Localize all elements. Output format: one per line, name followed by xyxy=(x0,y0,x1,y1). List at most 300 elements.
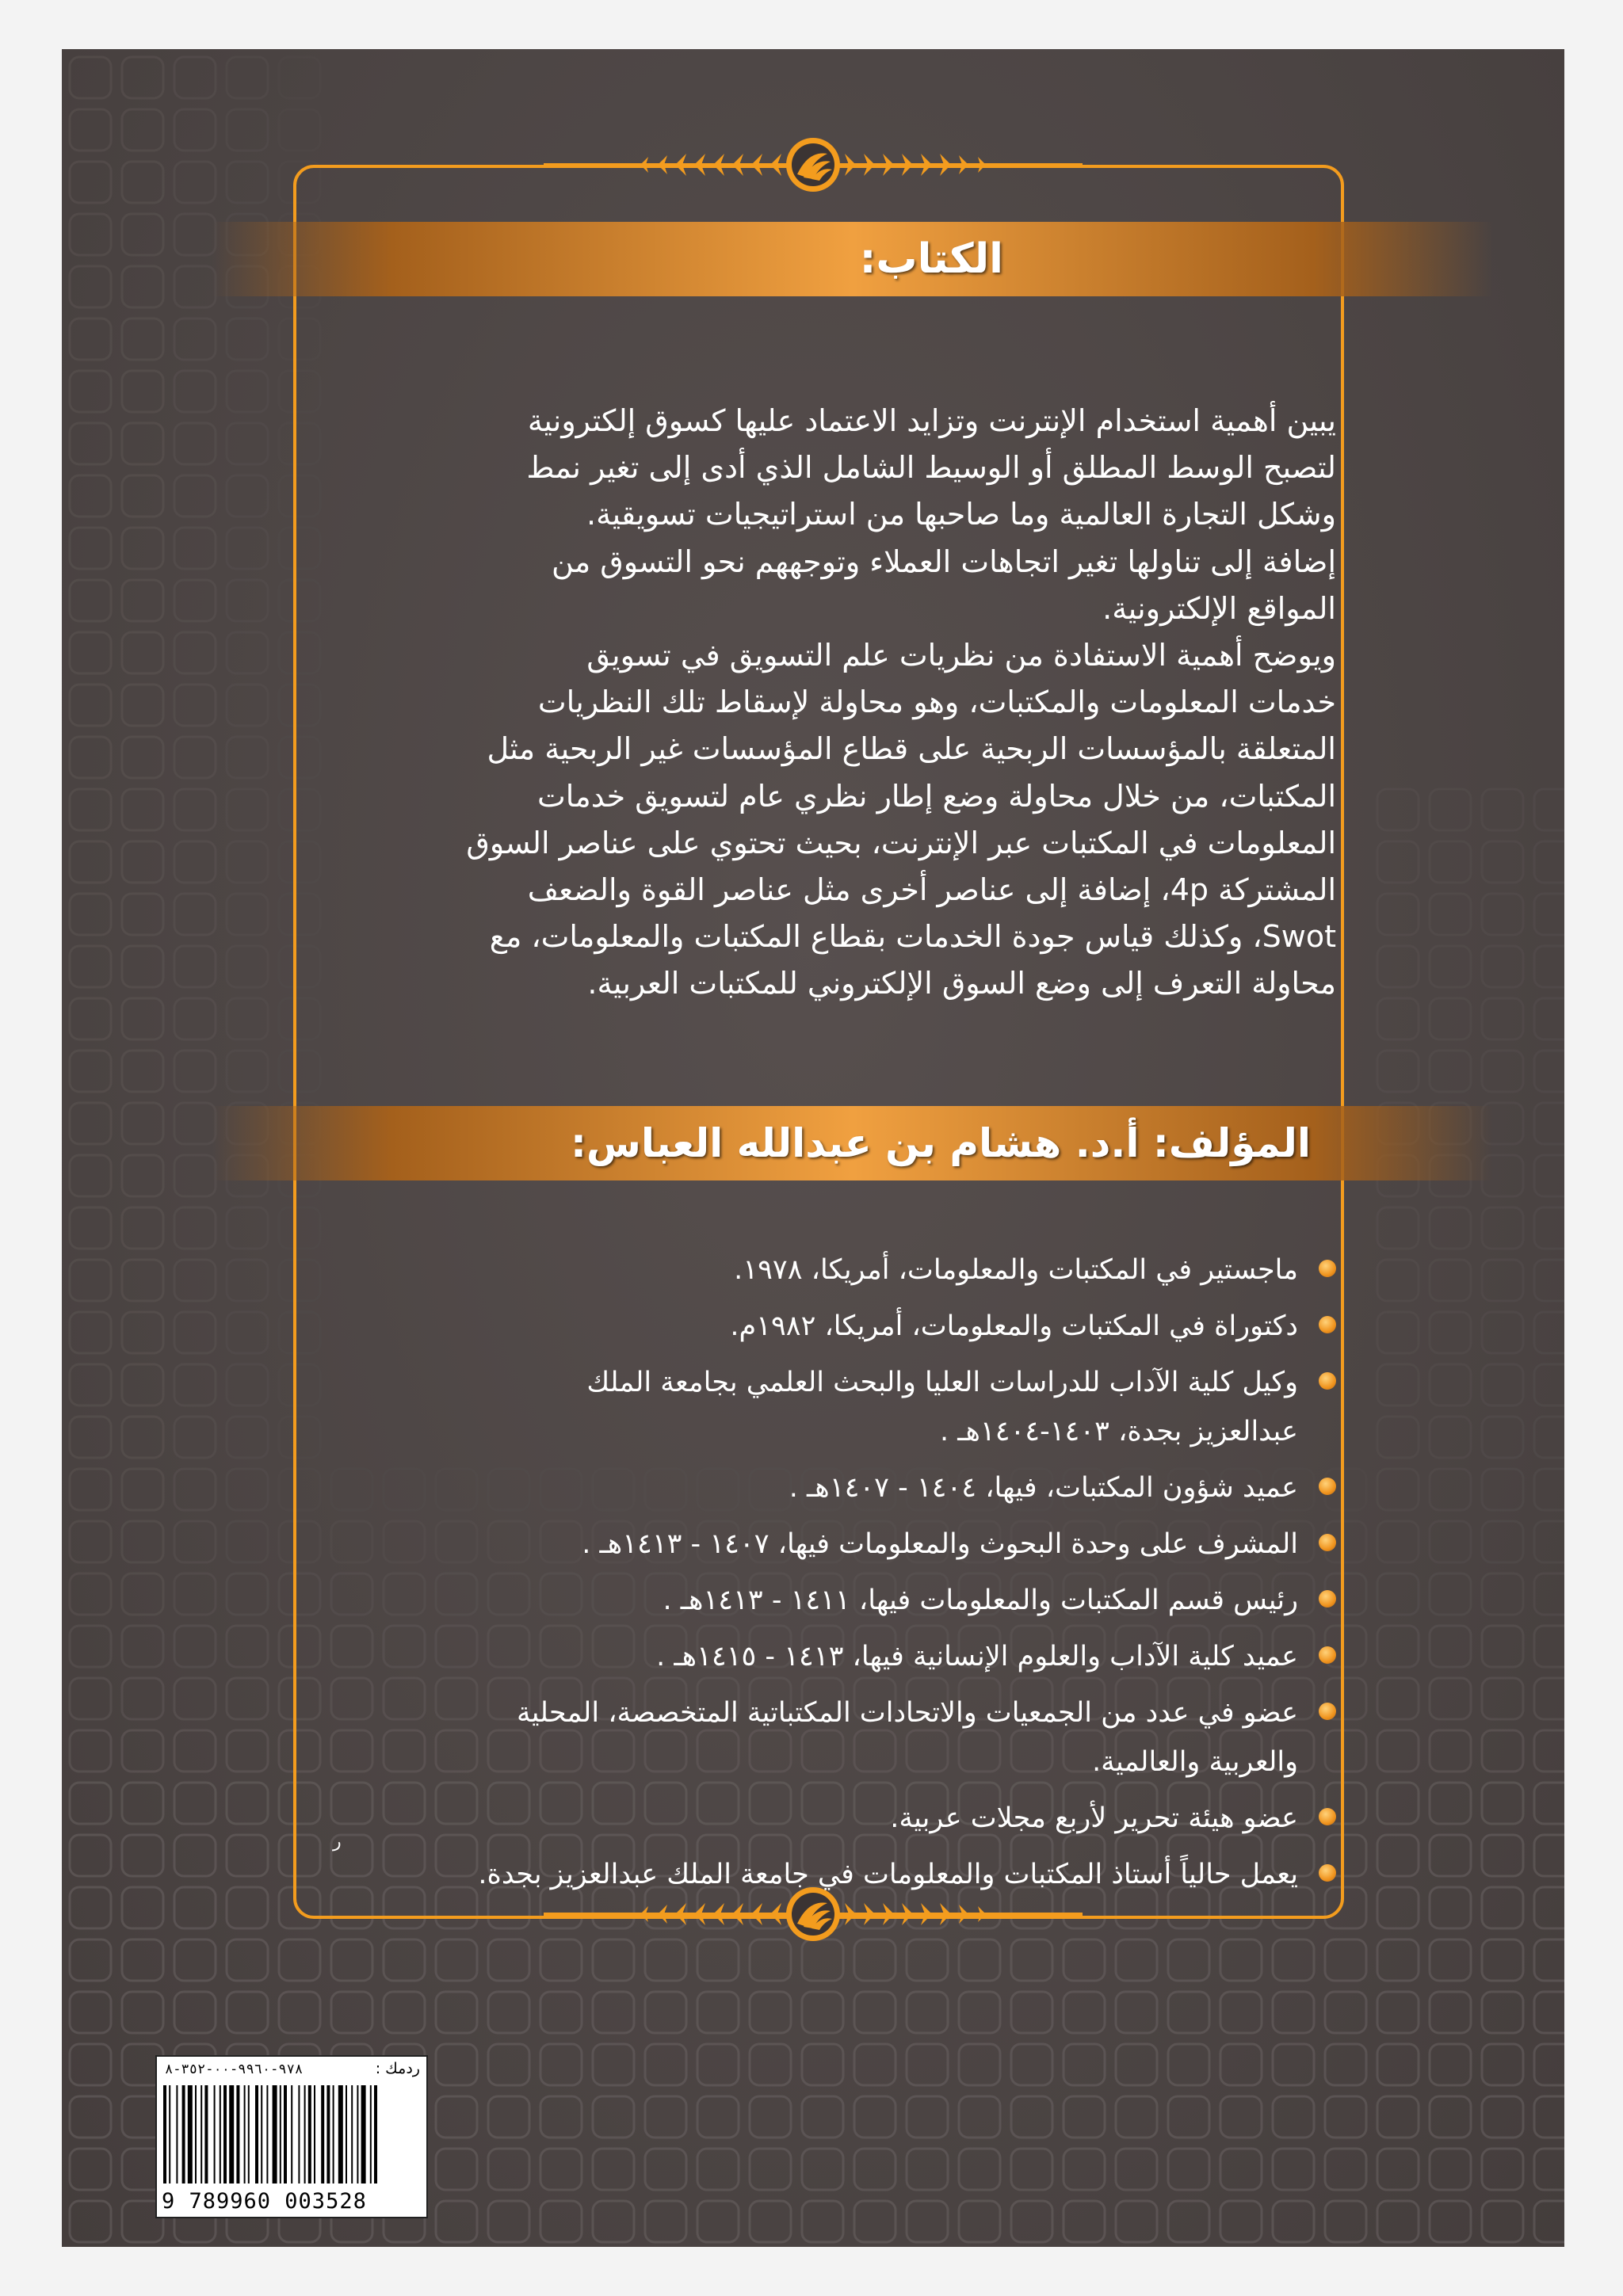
tile-shape xyxy=(697,2044,739,2085)
tile-shape xyxy=(1377,2096,1419,2138)
tile-shape xyxy=(1325,2201,1366,2242)
tile-shape xyxy=(174,789,216,830)
tile-shape xyxy=(1534,2201,1564,2242)
barcode-bar xyxy=(370,2085,372,2183)
tile-shape xyxy=(750,2201,791,2242)
tile-shape xyxy=(1273,2044,1314,2085)
author-bio-list xyxy=(363,1245,1339,1906)
tile-shape xyxy=(959,2201,1000,2242)
tile-shape xyxy=(70,162,111,203)
tile-shape xyxy=(227,475,268,517)
tile-shape xyxy=(1482,1992,1523,2033)
barcode-bar xyxy=(220,2085,221,2183)
tile-shape xyxy=(174,423,216,464)
tile-shape xyxy=(1220,2149,1262,2190)
tile-shape xyxy=(70,1835,111,1876)
tile-shape xyxy=(174,1730,216,1772)
tile-shape xyxy=(1534,1783,1564,1824)
tile-shape xyxy=(122,685,163,726)
tile-shape xyxy=(174,685,216,726)
list-item xyxy=(363,1850,1339,1899)
tile-shape xyxy=(488,2201,529,2242)
tile-shape xyxy=(488,2149,529,2190)
tile-shape xyxy=(645,2044,686,2085)
list-item xyxy=(363,1245,1339,1295)
tile-shape xyxy=(907,2149,948,2190)
tile-shape xyxy=(174,1573,216,1615)
book-description-line: يبين أهمية استخدام الإنترنت وتزايد الاعتماد عليها كسوق إلكترونية xyxy=(527,403,1336,438)
tile-shape xyxy=(907,1992,948,2033)
tile-shape xyxy=(122,1939,163,1981)
tile-shape xyxy=(227,1364,268,1405)
tile-shape xyxy=(1430,894,1471,935)
bullet-icon xyxy=(1319,1646,1336,1664)
tile-shape xyxy=(174,841,216,883)
tile-shape xyxy=(70,1364,111,1405)
tile-shape xyxy=(1325,1939,1366,1981)
tile-shape xyxy=(174,1626,216,1667)
tile-shape xyxy=(227,998,268,1039)
isbn-number: ٩٧٨-٩٩٦٠-٠٠-٣٥٢-٨ xyxy=(165,2061,304,2077)
tile-shape xyxy=(1430,1364,1471,1405)
tile-shape xyxy=(1325,2044,1366,2085)
tile-shape xyxy=(1377,2044,1419,2085)
tile-shape xyxy=(70,2096,111,2138)
tile-shape xyxy=(122,1155,163,1196)
tile-shape xyxy=(1482,1417,1523,1458)
author-heading-band xyxy=(212,1106,1493,1180)
barcode-bar xyxy=(163,2085,166,2183)
tile-shape xyxy=(227,1207,268,1249)
tile-shape xyxy=(1011,2201,1052,2242)
tile-shape xyxy=(959,2096,1000,2138)
tile-shape xyxy=(122,946,163,987)
tile-shape xyxy=(70,528,111,569)
tile-shape xyxy=(1534,946,1564,987)
barcode-bar xyxy=(361,2085,366,2183)
tile-shape xyxy=(1377,1312,1419,1353)
list-item xyxy=(363,1688,1339,1787)
tile-shape xyxy=(122,1103,163,1144)
tile-shape xyxy=(122,841,163,883)
tile-shape xyxy=(1168,2044,1209,2085)
bullet-icon xyxy=(1319,1534,1336,1551)
tile-shape xyxy=(227,1939,268,1981)
list-item xyxy=(363,1463,1339,1512)
tile-shape xyxy=(227,685,268,726)
tile-shape xyxy=(1430,1051,1471,1092)
tile-shape xyxy=(122,789,163,830)
tile-shape xyxy=(1325,2149,1366,2190)
tile-shape xyxy=(174,580,216,621)
tile-shape xyxy=(227,1312,268,1353)
tile-shape xyxy=(70,946,111,987)
tile-shape xyxy=(174,1887,216,1928)
tile-shape xyxy=(227,1783,268,1824)
tile-shape xyxy=(1430,1678,1471,1719)
book-description-line: Swot، وكذلك قياس جودة الخدمات بقطاع المكتبات والمعلومات، مع xyxy=(489,919,1336,955)
tile-shape xyxy=(174,162,216,203)
tile-shape xyxy=(1377,2149,1419,2190)
tile-shape xyxy=(959,2149,1000,2190)
tile-shape xyxy=(70,632,111,673)
tile-shape xyxy=(1116,1939,1157,1981)
bullet-icon xyxy=(1319,1316,1336,1333)
tile-shape xyxy=(70,1417,111,1458)
tile-shape xyxy=(1482,1835,1523,1876)
tile-shape xyxy=(1168,2201,1209,2242)
tile-shape xyxy=(174,737,216,778)
tile-shape xyxy=(593,2044,634,2085)
list-item xyxy=(363,1302,1339,1351)
tile-shape xyxy=(122,423,163,464)
barcode-bar xyxy=(223,2085,227,2183)
tile-shape xyxy=(122,1469,163,1510)
tile-shape xyxy=(122,109,163,151)
tile-shape xyxy=(1116,2149,1157,2190)
tile-shape xyxy=(1482,841,1523,883)
barcode-bar xyxy=(244,2085,246,2183)
tile-shape xyxy=(697,2201,739,2242)
tile-shape xyxy=(70,318,111,360)
tile-shape xyxy=(70,266,111,307)
tile-shape xyxy=(122,632,163,673)
tile-shape xyxy=(1534,2149,1564,2190)
tile-shape xyxy=(1430,1992,1471,2033)
top-ornament-icon xyxy=(536,133,1090,196)
tile-shape xyxy=(593,2149,634,2190)
book-description-line: وشكل التجارة العالمية وما صاحبها من استراتيجيات تسويقية. xyxy=(586,497,1336,532)
tile-shape xyxy=(645,2201,686,2242)
tile-shape xyxy=(1377,1939,1419,1981)
barcode-bar xyxy=(204,2085,208,2183)
barcode-bar xyxy=(314,2085,315,2183)
tile-shape xyxy=(750,2096,791,2138)
tile-shape xyxy=(1011,2044,1052,2085)
tile-shape xyxy=(1220,1939,1262,1981)
tile-shape xyxy=(1482,1887,1523,1928)
tile-shape xyxy=(174,632,216,673)
tile-shape xyxy=(227,1417,268,1458)
tile-shape xyxy=(854,1992,896,2033)
tile-shape xyxy=(70,737,111,778)
tile-shape xyxy=(122,1521,163,1562)
tile-shape xyxy=(1064,2044,1105,2085)
bio-item-text: عضو هيئة تحرير لأربع مجلات عربية. xyxy=(890,1802,1298,1834)
tile-shape xyxy=(593,2096,634,2138)
tile-shape xyxy=(1534,1417,1564,1458)
bullet-icon xyxy=(1319,1478,1336,1495)
tile-shape xyxy=(1377,789,1419,830)
tile-shape xyxy=(750,2149,791,2190)
bio-item-text: عضو في عدد من الجمعيات والاتحادات المكتباتية المتخصصة، المحلية والعربية والعالمية. xyxy=(516,1697,1298,1778)
tile-shape xyxy=(1168,2149,1209,2190)
bullet-icon xyxy=(1319,1372,1336,1390)
bio-item-text: يعمل حالياً أستاذ المكتبات والمعلومات في جامعة الملك عبدالعزيز بجدة. xyxy=(478,1859,1298,1890)
tile-shape xyxy=(70,214,111,255)
tile-shape xyxy=(1377,1051,1419,1092)
tile-shape xyxy=(227,109,268,151)
barcode-bar xyxy=(188,2085,193,2183)
tile-shape xyxy=(436,1939,477,1981)
tile-shape xyxy=(1430,1939,1471,1981)
tile-shape xyxy=(70,1312,111,1353)
tile-shape xyxy=(331,1939,372,1981)
tile-shape xyxy=(1064,1992,1105,2033)
tile-shape xyxy=(1482,1783,1523,1824)
tile-shape xyxy=(1482,2096,1523,2138)
tile-shape xyxy=(1430,998,1471,1039)
list-item xyxy=(363,1794,1339,1843)
bio-item-text: عميد كلية الآداب والعلوم الإنسانية فيها، ١٤١٣ - ١٤١٥هـ . xyxy=(656,1641,1298,1672)
tile-shape xyxy=(174,1051,216,1092)
tile-shape xyxy=(854,2201,896,2242)
book-description-line: المتعلقة بالمؤسسات الربحية على قطاع المؤسسات غير الربحية مثل xyxy=(487,731,1336,767)
tile-shape xyxy=(384,1939,425,1981)
tile-shape xyxy=(1273,2149,1314,2190)
tile-shape xyxy=(1325,2096,1366,2138)
tile-shape xyxy=(1011,2096,1052,2138)
tile-shape xyxy=(227,57,268,98)
tile-shape xyxy=(227,737,268,778)
tile-shape xyxy=(1430,1312,1471,1353)
tile-shape xyxy=(1482,998,1523,1039)
tile-shape xyxy=(1534,1626,1564,1667)
tile-shape xyxy=(1220,2201,1262,2242)
tile-shape xyxy=(122,371,163,412)
list-item xyxy=(363,1520,1339,1569)
tile-shape xyxy=(174,1207,216,1249)
tile-shape xyxy=(70,1992,111,2033)
tile-shape xyxy=(540,2201,582,2242)
tile-shape xyxy=(1377,1783,1419,1824)
tile-shape xyxy=(1377,1417,1419,1458)
tile-shape xyxy=(70,841,111,883)
tile-shape xyxy=(1482,1521,1523,1562)
tile-shape xyxy=(1377,2201,1419,2242)
tile-shape xyxy=(174,1521,216,1562)
tile-shape xyxy=(1482,1051,1523,1092)
bio-item-text: عميد شؤون المكتبات، فيها، ١٤٠٤ - ١٤٠٧هـ . xyxy=(789,1472,1298,1504)
tile-shape xyxy=(1116,2044,1157,2085)
tile-shape xyxy=(1377,1573,1419,1615)
bio-item-text: دكتوراة في المكتبات والمعلومات، أمريكا، ١٩٨٢م. xyxy=(730,1310,1298,1342)
tile-shape xyxy=(1534,1573,1564,1615)
tile-shape xyxy=(1168,2096,1209,2138)
tile-shape xyxy=(122,318,163,360)
tile-shape xyxy=(227,632,268,673)
tile-shape xyxy=(1534,1678,1564,1719)
tile-shape xyxy=(122,1783,163,1824)
barcode-bar xyxy=(284,2085,287,2183)
tile-shape xyxy=(436,2096,477,2138)
tile-shape xyxy=(1377,1626,1419,1667)
tile-shape xyxy=(384,1992,425,2033)
tile-shape xyxy=(1430,1573,1471,1615)
tile-shape xyxy=(70,2044,111,2085)
tile-shape xyxy=(1430,2044,1471,2085)
tile-shape xyxy=(174,1364,216,1405)
tile-shape xyxy=(1377,998,1419,1039)
book-heading-band xyxy=(212,222,1493,296)
tile-shape xyxy=(488,2096,529,2138)
barcode-bar xyxy=(333,2085,334,2183)
tile-shape xyxy=(1482,1730,1523,1772)
tile-shape xyxy=(174,371,216,412)
tile-shape xyxy=(436,1992,477,2033)
tile-shape xyxy=(907,2044,948,2085)
tile-shape xyxy=(279,1992,320,2033)
barcode-bar xyxy=(261,2085,262,2183)
tile-shape xyxy=(1273,1992,1314,2033)
tile-shape xyxy=(174,1260,216,1301)
tile-shape xyxy=(1377,1364,1419,1405)
tile-shape xyxy=(70,2201,111,2242)
tile-shape xyxy=(174,1417,216,1458)
tile-shape xyxy=(227,789,268,830)
tile-shape xyxy=(122,737,163,778)
tile-shape xyxy=(227,1626,268,1667)
tile-shape xyxy=(122,894,163,935)
tile-shape xyxy=(436,2149,477,2190)
tile-shape xyxy=(593,2201,634,2242)
tile-shape xyxy=(1430,2096,1471,2138)
tile-shape xyxy=(1482,2201,1523,2242)
barcode-bar xyxy=(298,2085,300,2183)
tile-shape xyxy=(1377,1260,1419,1301)
tile-shape xyxy=(750,1992,791,2033)
tile-shape xyxy=(70,1887,111,1928)
tile-shape xyxy=(802,1992,843,2033)
barcode-bar xyxy=(321,2085,324,2183)
tile-shape xyxy=(122,1678,163,1719)
tile-shape xyxy=(1064,2149,1105,2190)
tile-shape xyxy=(1116,2096,1157,2138)
book-back-cover xyxy=(62,49,1564,2247)
barcode-bar xyxy=(280,2085,281,2183)
tile-shape xyxy=(1377,841,1419,883)
tile-shape xyxy=(1482,946,1523,987)
tile-shape xyxy=(227,946,268,987)
tile-shape xyxy=(1430,841,1471,883)
tile-shape xyxy=(122,162,163,203)
tile-shape xyxy=(1273,1939,1314,1981)
tile-shape xyxy=(70,1207,111,1249)
bullet-icon xyxy=(1319,1864,1336,1882)
tile-shape xyxy=(1482,1364,1523,1405)
tile-shape xyxy=(227,894,268,935)
tile-shape xyxy=(1534,1992,1564,2033)
tile-shape xyxy=(802,2044,843,2085)
tile-shape xyxy=(174,894,216,935)
tile-shape xyxy=(697,1992,739,2033)
tile-shape xyxy=(70,580,111,621)
tile-shape xyxy=(227,1260,268,1301)
tile-shape xyxy=(122,1835,163,1876)
tile-shape xyxy=(174,1939,216,1981)
tile-shape xyxy=(1430,1207,1471,1249)
tile-shape xyxy=(227,318,268,360)
tile-shape xyxy=(70,109,111,151)
tile-shape xyxy=(174,946,216,987)
isbn-label: ردمك : xyxy=(375,2060,420,2077)
tile-shape xyxy=(1482,789,1523,830)
tile-shape xyxy=(122,1207,163,1249)
tile-shape xyxy=(802,2149,843,2190)
tile-shape xyxy=(174,1678,216,1719)
tile-shape xyxy=(1430,789,1471,830)
barcode-bar xyxy=(346,2085,347,2183)
tile-shape xyxy=(1534,1939,1564,1981)
tile-shape xyxy=(1482,1312,1523,1353)
tile-shape xyxy=(1377,1887,1419,1928)
tile-shape xyxy=(227,371,268,412)
tile-shape xyxy=(227,1521,268,1562)
book-description-line: لتصبح الوسط المطلق أو الوسيط الشامل الذي أدى إلى تغير نمط xyxy=(526,450,1336,486)
book-description-line: ويوضح أهمية الاستفادة من نظريات علم التسويق في تسويق xyxy=(586,638,1336,673)
tile-shape xyxy=(122,266,163,307)
tile-shape xyxy=(279,109,320,151)
book-heading: الكتاب: xyxy=(859,235,1003,283)
tile-shape xyxy=(1534,998,1564,1039)
tile-shape xyxy=(1482,2044,1523,2085)
tile-shape xyxy=(174,214,216,255)
tile-shape xyxy=(488,2044,529,2085)
tile-shape xyxy=(802,2201,843,2242)
bullet-icon xyxy=(1319,1703,1336,1720)
tile-shape xyxy=(70,371,111,412)
list-item xyxy=(363,1632,1339,1681)
tile-shape xyxy=(1482,894,1523,935)
tile-shape xyxy=(122,1364,163,1405)
tile-shape xyxy=(540,2044,582,2085)
tile-shape xyxy=(488,1939,529,1981)
tile-shape xyxy=(1377,1521,1419,1562)
barcode-bar xyxy=(176,2085,178,2183)
tile-shape xyxy=(1534,894,1564,935)
tile-shape xyxy=(1482,1573,1523,1615)
tile-shape xyxy=(122,528,163,569)
tile-shape xyxy=(227,162,268,203)
tile-shape xyxy=(70,475,111,517)
tile-shape xyxy=(1482,1469,1523,1510)
tile-shape xyxy=(1430,1417,1471,1458)
barcode-bar xyxy=(338,2085,343,2183)
tile-shape xyxy=(1064,2096,1105,2138)
tile-shape xyxy=(174,1312,216,1353)
tile-shape xyxy=(1430,946,1471,987)
bio-item-text: ماجستير في المكتبات والمعلومات، أمريكا، ١٩٧٨. xyxy=(734,1254,1298,1286)
tile-shape xyxy=(227,1678,268,1719)
list-item xyxy=(363,1358,1339,1456)
tile-shape xyxy=(750,2044,791,2085)
tile-shape xyxy=(1534,1260,1564,1301)
tile-shape xyxy=(436,2201,477,2242)
tile-shape xyxy=(122,1312,163,1353)
tile-shape xyxy=(174,998,216,1039)
tile-shape xyxy=(122,57,163,98)
tile-shape xyxy=(122,580,163,621)
tile-shape xyxy=(1430,1260,1471,1301)
tile-shape xyxy=(907,2096,948,2138)
tile-shape xyxy=(227,580,268,621)
tile-shape xyxy=(1482,1626,1523,1667)
tile-shape xyxy=(70,685,111,726)
tile-shape xyxy=(122,475,163,517)
tile-shape xyxy=(1534,1469,1564,1510)
book-description-line: المواقع الإلكترونية. xyxy=(1102,590,1336,626)
tile-shape xyxy=(70,423,111,464)
